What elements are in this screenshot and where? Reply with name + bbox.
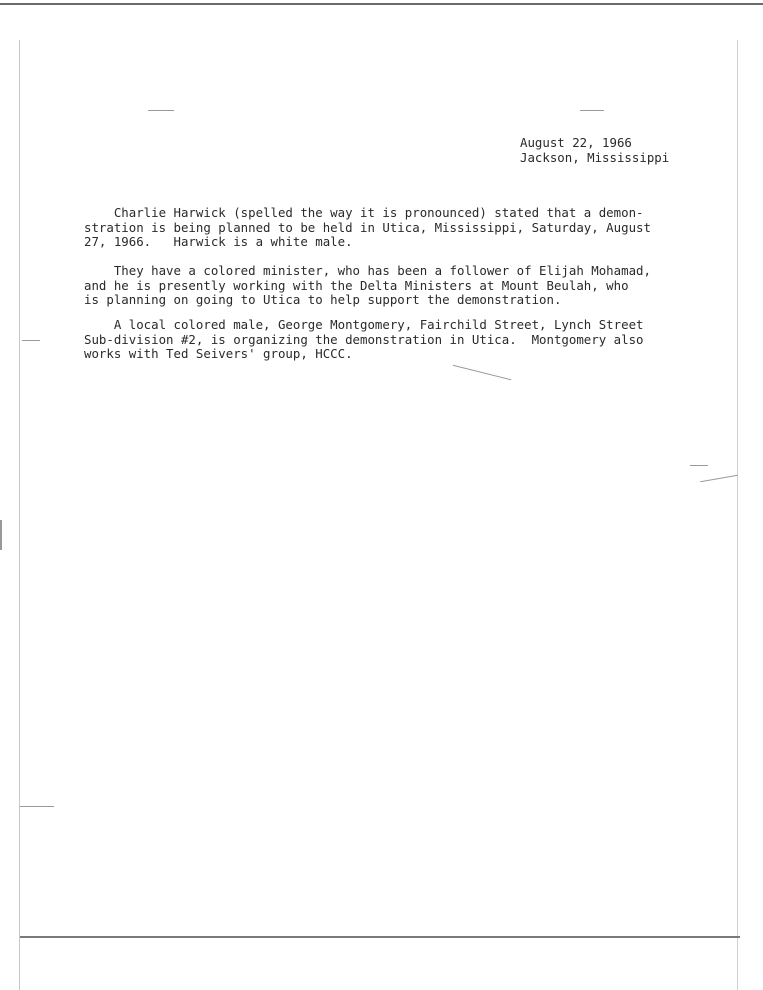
scan-speck [20, 806, 54, 807]
scan-speck [148, 110, 174, 111]
scan-speck [0, 520, 2, 550]
location-text: Jackson, Mississippi [520, 150, 670, 165]
paragraph-minister [84, 263, 651, 308]
date-text: August 22, 1966 [520, 135, 632, 150]
paragraph-line: stration is being planned to be held in Utica, Mississippi, Saturday, August [84, 219, 651, 235]
bottom-scan-edge [20, 936, 740, 938]
scan-speck [690, 465, 708, 466]
paragraph-line: Charlie Harwick (spelled the way it is pronounced) stated that a demon- [84, 205, 644, 220]
paragraph-montgomery [84, 318, 644, 362]
left-margin-line [19, 40, 20, 990]
paragraph-line: works with Ted Seivers' group, HCCC. [84, 346, 353, 361]
scan-speck [453, 365, 511, 380]
paragraph-line: and he is presently working with the Delta Ministers at Mount Beulah, who [84, 277, 629, 293]
scan-speck [700, 475, 738, 483]
paragraph-line: They have a colored minister, who has been a follower of Elijah Mohamad, [84, 263, 651, 278]
dateline [520, 135, 669, 165]
paragraph-harwick [84, 205, 651, 250]
paragraph-line: 27, 1966. Harwick is a white male. [84, 234, 353, 249]
scan-speck [22, 340, 40, 341]
scan-speck [580, 110, 604, 111]
top-scan-edge [0, 3, 763, 5]
paragraph-line: is planning on going to Utica to help support the demonstration. [84, 292, 562, 307]
paragraph-line: A local colored male, George Montgomery, Fairchild Street, Lynch Street [84, 317, 644, 332]
right-margin-line [737, 40, 738, 990]
paragraph-line: Sub-division #2, is organizing the demonstration in Utica. Montgomery also [84, 331, 644, 347]
